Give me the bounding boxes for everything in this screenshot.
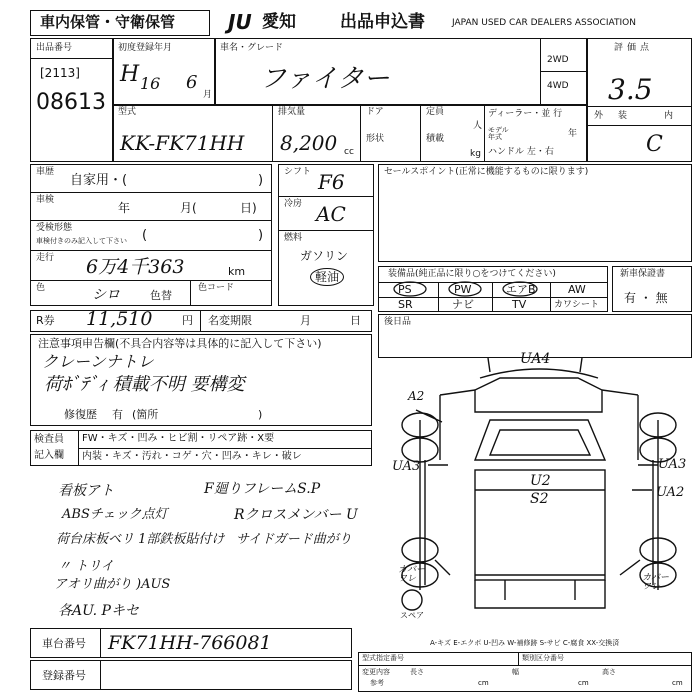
name-change-label: 名変期限 bbox=[208, 314, 252, 327]
ac-label: 冷房 bbox=[284, 199, 303, 209]
inspection-day: 日) bbox=[240, 201, 257, 215]
repair-label: 修復歴 bbox=[64, 408, 97, 421]
remark-6: サイドガード曲がり bbox=[236, 532, 352, 547]
warranty-close: ) bbox=[258, 228, 264, 243]
era: H bbox=[120, 62, 140, 87]
color-change-label: 色替 bbox=[150, 289, 172, 302]
dmg-cover-right: カバー ワレ bbox=[642, 573, 670, 592]
shift-value: F6 bbox=[318, 170, 345, 194]
name-change-day: 日 bbox=[350, 314, 361, 327]
score-label: 評価点 bbox=[614, 43, 654, 53]
history-label: 車歴 bbox=[36, 167, 55, 177]
equip-aw: AW bbox=[568, 283, 586, 296]
interior-label: 装 bbox=[618, 111, 628, 121]
history-value: 自家用・( bbox=[70, 173, 128, 188]
logo-region: 愛知 bbox=[262, 12, 296, 32]
notes-label: 注意事項申告欄(不具合内容等は具体的に記入して下さい) bbox=[38, 337, 322, 350]
displacement-value: 8,200 bbox=[280, 131, 338, 155]
warranty-label: 受検形態 bbox=[36, 223, 73, 233]
color-label: 色 bbox=[36, 283, 46, 293]
remark-5: 荷台床板ベリ 1部鉄板貼付け bbox=[56, 532, 225, 547]
diagram-legend: A-キズ E-エクボ U-凹み W-補修跡 S-サビ C-腐食 XX-交換済 bbox=[430, 639, 620, 647]
dmg-ua3-right: UA3 bbox=[658, 457, 687, 472]
color-value: シロ bbox=[92, 287, 120, 303]
mileage-unit: km bbox=[228, 265, 246, 278]
inspector-label1: 検査員 bbox=[34, 434, 64, 445]
inspector-label2: 記入欄 bbox=[34, 450, 64, 461]
model-value: KK-FK71HH bbox=[120, 131, 245, 155]
load-unit: kg bbox=[470, 149, 481, 159]
equip-ps: PS bbox=[398, 283, 412, 296]
door-label: ドア bbox=[366, 107, 384, 117]
displacement-label: 排気量 bbox=[278, 107, 306, 117]
repair-value: 有 bbox=[112, 408, 123, 421]
r-yen: 円 bbox=[182, 314, 193, 327]
shift-label: シフト bbox=[284, 167, 312, 177]
mileage-value: 6万4千363 bbox=[86, 256, 185, 278]
lot-bracket: [2113] bbox=[40, 66, 80, 80]
type-spec-label: 型式指定番号 bbox=[362, 654, 404, 662]
model-label: 型式 bbox=[118, 107, 137, 117]
class-label: 類別区分番号 bbox=[522, 654, 564, 662]
chassis-label: 車台番号 bbox=[42, 637, 86, 650]
equipment-header: 装備品(純正品に限り○をつけてください) bbox=[388, 269, 556, 279]
mileage-label: 走行 bbox=[36, 253, 55, 263]
equip-tv: TV bbox=[512, 298, 527, 311]
inspector-row1: FW・キズ・凹み・ヒビ割・リペア跡・X要 bbox=[82, 433, 275, 444]
notes-line2: 荷ﾎﾞﾃﾞｨ 積載不明 要構変 bbox=[44, 374, 245, 395]
spare-label: スペア bbox=[400, 611, 424, 620]
equipment-circles bbox=[378, 266, 608, 312]
r-label: R券 bbox=[36, 314, 55, 327]
shape-label: 形状 bbox=[366, 134, 385, 144]
fuel-circled: 軽油 bbox=[310, 268, 344, 286]
fuel-value: ガソリン bbox=[300, 249, 349, 263]
color-code-label: 色コード bbox=[198, 283, 235, 293]
model-year-label: モデル 年式 bbox=[488, 126, 509, 141]
reg-month: 6 bbox=[186, 72, 198, 93]
capacity-label: 定員 bbox=[426, 107, 445, 117]
reg-year: 16 bbox=[140, 74, 161, 93]
storage-label: 車内保管・守衛保管 bbox=[40, 13, 176, 31]
notes-line1: クレーンナトレ bbox=[42, 352, 154, 371]
association-name: JAPAN USED CAR DEALERS ASSOCIATION bbox=[452, 18, 636, 28]
ref-label: 参考 bbox=[370, 679, 384, 687]
equip-navi: ナビ bbox=[452, 298, 474, 311]
rear-label: 後日品 bbox=[384, 317, 412, 327]
change-label: 変更内容 bbox=[362, 668, 390, 676]
dmg-a2: A2 bbox=[408, 389, 425, 403]
score-value: 3.5 bbox=[608, 73, 653, 106]
remark-9: 各AU. Pキセ bbox=[58, 603, 139, 619]
dmg-ua3-left: UA3 bbox=[392, 459, 421, 474]
dmg-ua2: UA2 bbox=[656, 485, 685, 500]
remark-3: ABSチェック点灯 bbox=[62, 507, 168, 522]
equip-airbag: エアB bbox=[506, 283, 536, 296]
dmg-cover-left: カバー ワレ bbox=[398, 565, 426, 584]
new-warranty-label: 新車保證書 bbox=[620, 269, 666, 279]
form-title: 出品申込書 bbox=[340, 12, 425, 32]
dmg-s2: S2 bbox=[530, 491, 549, 507]
interior-grade: C bbox=[646, 132, 663, 157]
exterior-label: 外 bbox=[594, 111, 604, 121]
load-label: 積載 bbox=[426, 134, 445, 144]
drive-2wd: 2WD bbox=[547, 55, 569, 65]
inspection-label: 車検 bbox=[36, 195, 55, 205]
first-reg-label: 初度登録年月 bbox=[118, 43, 173, 53]
year-unit: 年 bbox=[568, 129, 578, 139]
ju-logo: JU bbox=[228, 10, 252, 34]
equip-pw: PW bbox=[454, 283, 472, 296]
chassis-value: FK71HH-766081 bbox=[108, 632, 272, 654]
repair-close: ) bbox=[258, 408, 263, 421]
length-label: 長さ bbox=[410, 668, 424, 676]
length-cm: cm bbox=[478, 679, 489, 687]
drive-4wd: 4WD bbox=[547, 81, 569, 91]
height-cm: cm bbox=[672, 679, 683, 687]
remark-8: アオリ曲がり )AUS bbox=[54, 577, 171, 592]
car-name: ファイター bbox=[260, 64, 390, 94]
dmg-u2: U2 bbox=[530, 473, 551, 489]
remark-1: 看板アト bbox=[58, 483, 114, 499]
name-label: 車名・グレード bbox=[220, 43, 284, 53]
ac-value: AC bbox=[316, 202, 346, 226]
height-label: 高さ bbox=[602, 668, 616, 676]
history-frame bbox=[30, 164, 272, 306]
equip-leather: カワシート bbox=[554, 300, 600, 310]
inspection-year: 年 bbox=[118, 201, 131, 215]
inspection-month: 月( bbox=[180, 201, 197, 215]
reg-label: 登録番号 bbox=[42, 669, 86, 682]
warranty-open: ( bbox=[142, 228, 148, 243]
warranty-note: 車検付きのみ記入して下さい bbox=[36, 237, 127, 245]
width-label: 幅 bbox=[512, 668, 519, 676]
sales-label: セールスポイント(正常に機能するものに限ります) bbox=[384, 167, 589, 177]
remark-7: 〃 トリイ bbox=[58, 559, 114, 574]
handle-label: ハンドル 左・右 bbox=[488, 147, 554, 157]
month-unit: 月 bbox=[203, 90, 213, 100]
lot-number: 08613 bbox=[36, 90, 106, 115]
capacity-unit: 人 bbox=[473, 121, 483, 131]
inspector-row2: 内装・キズ・汚れ・コゲ・穴・凹み・キレ・破レ bbox=[82, 451, 302, 462]
repair-place: (箇所 bbox=[132, 408, 159, 421]
name-change-month: 月 bbox=[300, 314, 311, 327]
history-close: ) bbox=[258, 173, 264, 188]
new-warranty-value: 有 ・ 無 bbox=[624, 291, 668, 305]
remark-4: Rクロスメンバー U bbox=[234, 507, 358, 523]
lot-label: 出品番号 bbox=[36, 43, 73, 53]
sales-frame bbox=[378, 164, 692, 262]
displacement-unit: cc bbox=[344, 147, 354, 157]
width-cm: cm bbox=[578, 679, 589, 687]
remark-2: F廻りフレームS.P bbox=[204, 481, 321, 497]
interior-in-label: 内 bbox=[664, 111, 674, 121]
recycle-frame bbox=[30, 310, 372, 332]
dealer-label: ディーラー・並 行 bbox=[488, 109, 563, 119]
fuel-label: 燃料 bbox=[284, 233, 303, 243]
equip-sr: SR bbox=[398, 298, 413, 311]
dmg-ua4: UA4 bbox=[520, 351, 551, 367]
r-value: 11,510 bbox=[86, 308, 153, 330]
